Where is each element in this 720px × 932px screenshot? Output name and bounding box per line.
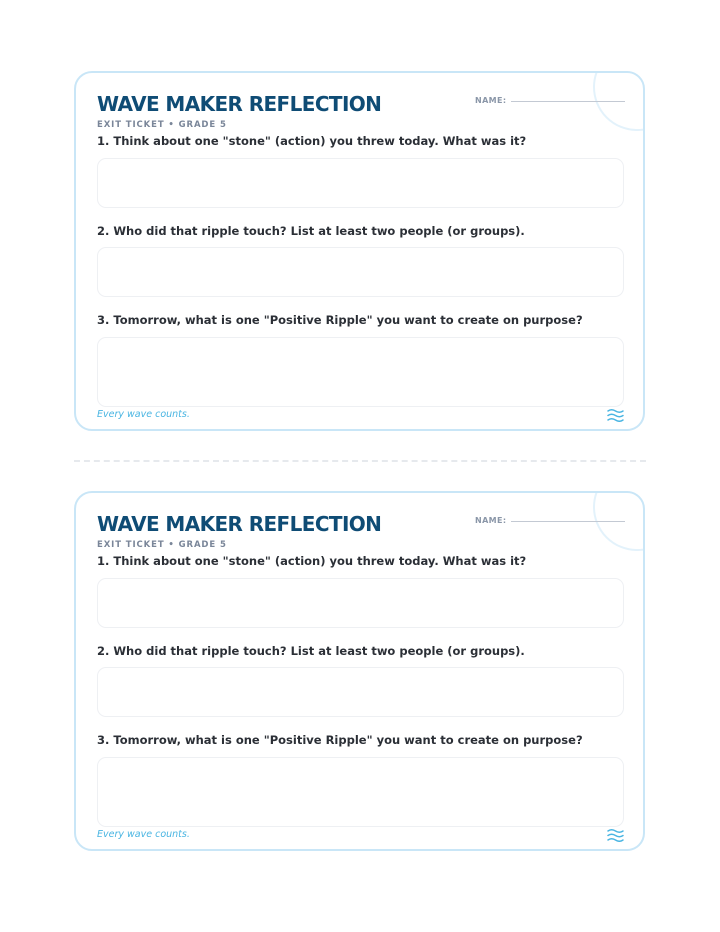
ticket-subtitle: EXIT TICKET • GRADE 5 — [97, 120, 227, 130]
question-2: 2. Who did that ripple touch? List at least two people (or groups). — [97, 224, 525, 238]
question-1: 1. Think about one "stone" (action) you threw today. What was it? — [97, 134, 527, 148]
ticket-title: WAVE MAKER REFLECTION — [97, 512, 382, 536]
ticket-subtitle: EXIT TICKET • GRADE 5 — [97, 540, 227, 550]
answer-box-2[interactable] — [97, 667, 624, 717]
name-field[interactable] — [511, 101, 625, 102]
footer-tagline: Every wave counts. — [97, 409, 190, 420]
question-2: 2. Who did that ripple touch? List at least two people (or groups). — [97, 644, 525, 658]
footer-tagline: Every wave counts. — [97, 829, 190, 840]
name-field[interactable] — [511, 521, 625, 522]
cut-line-divider — [74, 460, 646, 462]
name-label: NAME: — [475, 96, 507, 105]
question-3: 3. Tomorrow, what is one "Positive Ripple" you want to create on purpose? — [97, 313, 583, 327]
question-1: 1. Think about one "stone" (action) you threw today. What was it? — [97, 554, 527, 568]
answer-box-1[interactable] — [97, 578, 624, 628]
exit-ticket-card — [74, 491, 645, 851]
answer-box-2[interactable] — [97, 247, 624, 297]
waves-icon — [607, 408, 624, 422]
answer-box-3[interactable] — [97, 337, 624, 407]
answer-box-1[interactable] — [97, 158, 624, 208]
answer-box-3[interactable] — [97, 757, 624, 827]
name-label: NAME: — [475, 516, 507, 525]
waves-icon — [607, 828, 624, 842]
exit-ticket-card — [74, 71, 645, 431]
ticket-title: WAVE MAKER REFLECTION — [97, 92, 382, 116]
question-3: 3. Tomorrow, what is one "Positive Ripple" you want to create on purpose? — [97, 733, 583, 747]
